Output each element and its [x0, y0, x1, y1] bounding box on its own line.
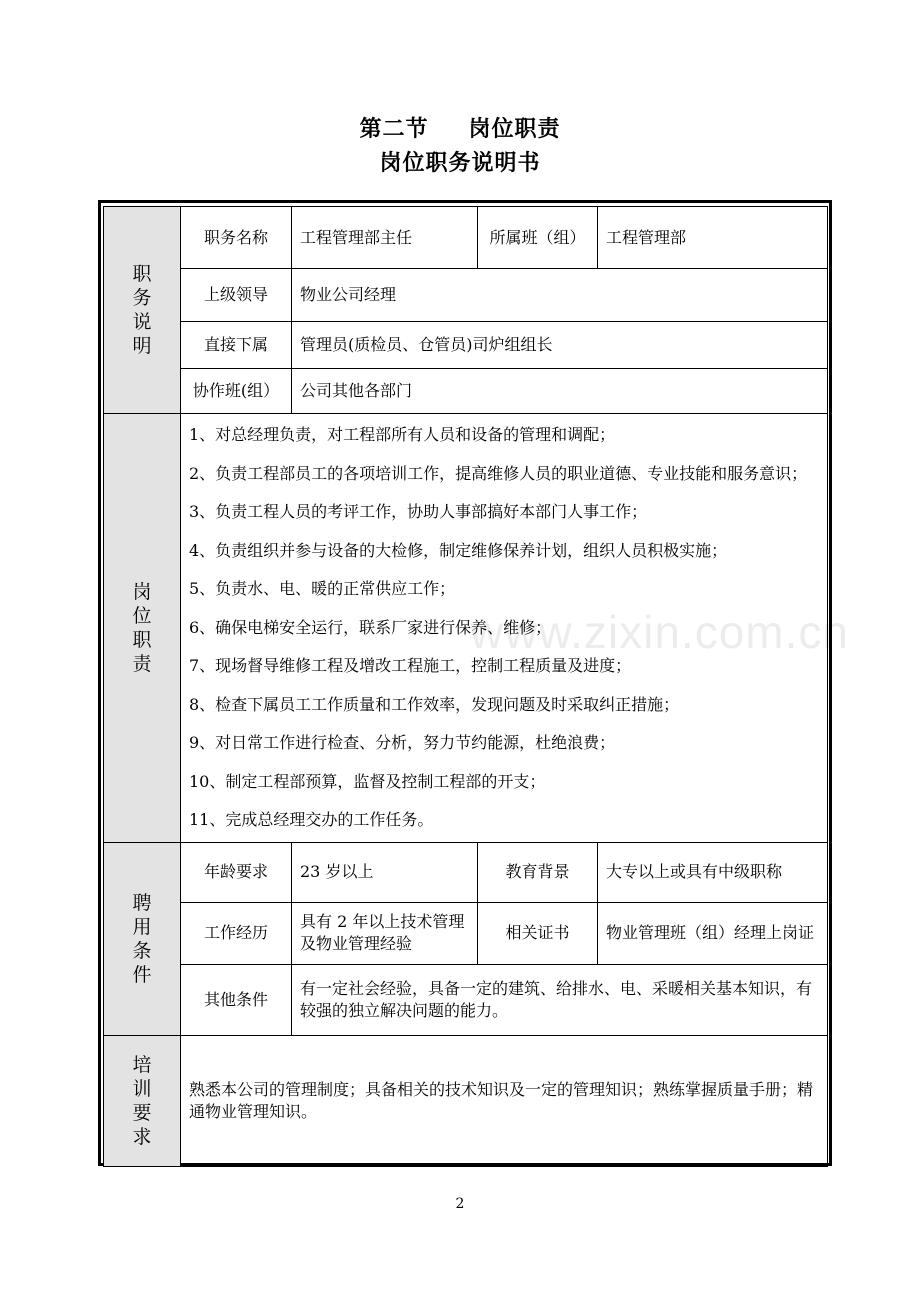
document-title: 岗位职务说明书: [379, 150, 541, 176]
training-value: 熟悉本公司的管理制度；具备相关的技术知识及一定的管理知识；熟练掌握质量手册；精通物业管理知识。: [181, 1035, 828, 1166]
duty-item: 5、负责水、电、暖的正常供应工作；: [189, 579, 456, 598]
edu-value: 大专以上或具有中级职称: [598, 842, 828, 902]
edu-label: 教育背景: [478, 842, 598, 902]
job-description-table: [103, 206, 828, 1167]
duty-item: 3、负责工程人员的考评工作，协助人事部搞好本部门人事工作；: [189, 502, 648, 521]
duty-item: 2、负责工程部员工的各项培训工作，提高维修人员的职业道德、专业技能和服务意识；: [189, 463, 808, 483]
duty-item: 4、负责组织并参与设备的大检修，制定维修保养计划，组织人员积极实施；: [189, 540, 728, 560]
duty-item: 7、现场督导维修工程及增改工程施工，控制工程质量及进度；: [189, 656, 632, 675]
experience-label: 工作经历: [181, 902, 292, 964]
cert-value: 物业管理班（组）经理上岗证: [598, 902, 828, 964]
subordinate-value: 管理员(质检员、仓管员)司炉组组长: [292, 322, 828, 369]
section-duties: 岗位职责: [104, 414, 181, 843]
duty-item: 8、检查下属员工工作质量和工作效率，发现问题及时采取纠正措施；: [189, 694, 680, 714]
position-label: 职务名称: [181, 207, 292, 269]
other-value: 有一定社会经验，具备一定的建筑、给排水、电、采暖相关基本知识，有较强的独立解决问题的能力。: [292, 964, 828, 1035]
duty-item: 6、确保电梯安全运行，联系厂家进行保养、维修；: [189, 617, 552, 637]
section-hiring: 聘用条件: [104, 842, 181, 1035]
superior-value: 物业公司经理: [292, 269, 828, 322]
experience-value: 具有 2 年以上技术管理及物业管理经验: [292, 902, 478, 964]
section-job-desc: 职务说明: [104, 207, 181, 414]
other-label: 其他条件: [181, 964, 292, 1035]
duty-item: 11、完成总经理交办的工作任务。: [189, 810, 434, 829]
section-number: 第二节: [359, 116, 429, 142]
duty-item: 1、对总经理负责，对工程部所有人员和设备的管理和调配；: [189, 425, 616, 444]
subordinate-label: 直接下属: [181, 322, 292, 369]
age-value: 23 岁以上: [292, 842, 478, 902]
position-value: 工程管理部主任: [292, 207, 478, 269]
duty-item: 9、对日常工作进行检查、分析，努力节约能源，杜绝浪费；: [189, 733, 616, 752]
dept-label: 所属班（组）: [478, 207, 598, 269]
coop-label: 协作班(组）: [181, 369, 292, 414]
duty-item: 10、制定工程部预算，监督及控制工程部的开支；: [189, 771, 546, 791]
section-training: 培训要求: [104, 1035, 181, 1166]
page-number: 2: [455, 1196, 465, 1212]
watermark: www.zixin.com.cn: [470, 606, 849, 658]
section-title: 岗位职责: [468, 116, 561, 142]
superior-label: 上级领导: [181, 269, 292, 322]
section-heading: [0, 112, 920, 143]
coop-value: 公司其他各部门: [292, 369, 828, 414]
cert-label: 相关证书: [478, 902, 598, 964]
age-label: 年龄要求: [181, 842, 292, 902]
dept-value: 工程管理部: [598, 207, 828, 269]
